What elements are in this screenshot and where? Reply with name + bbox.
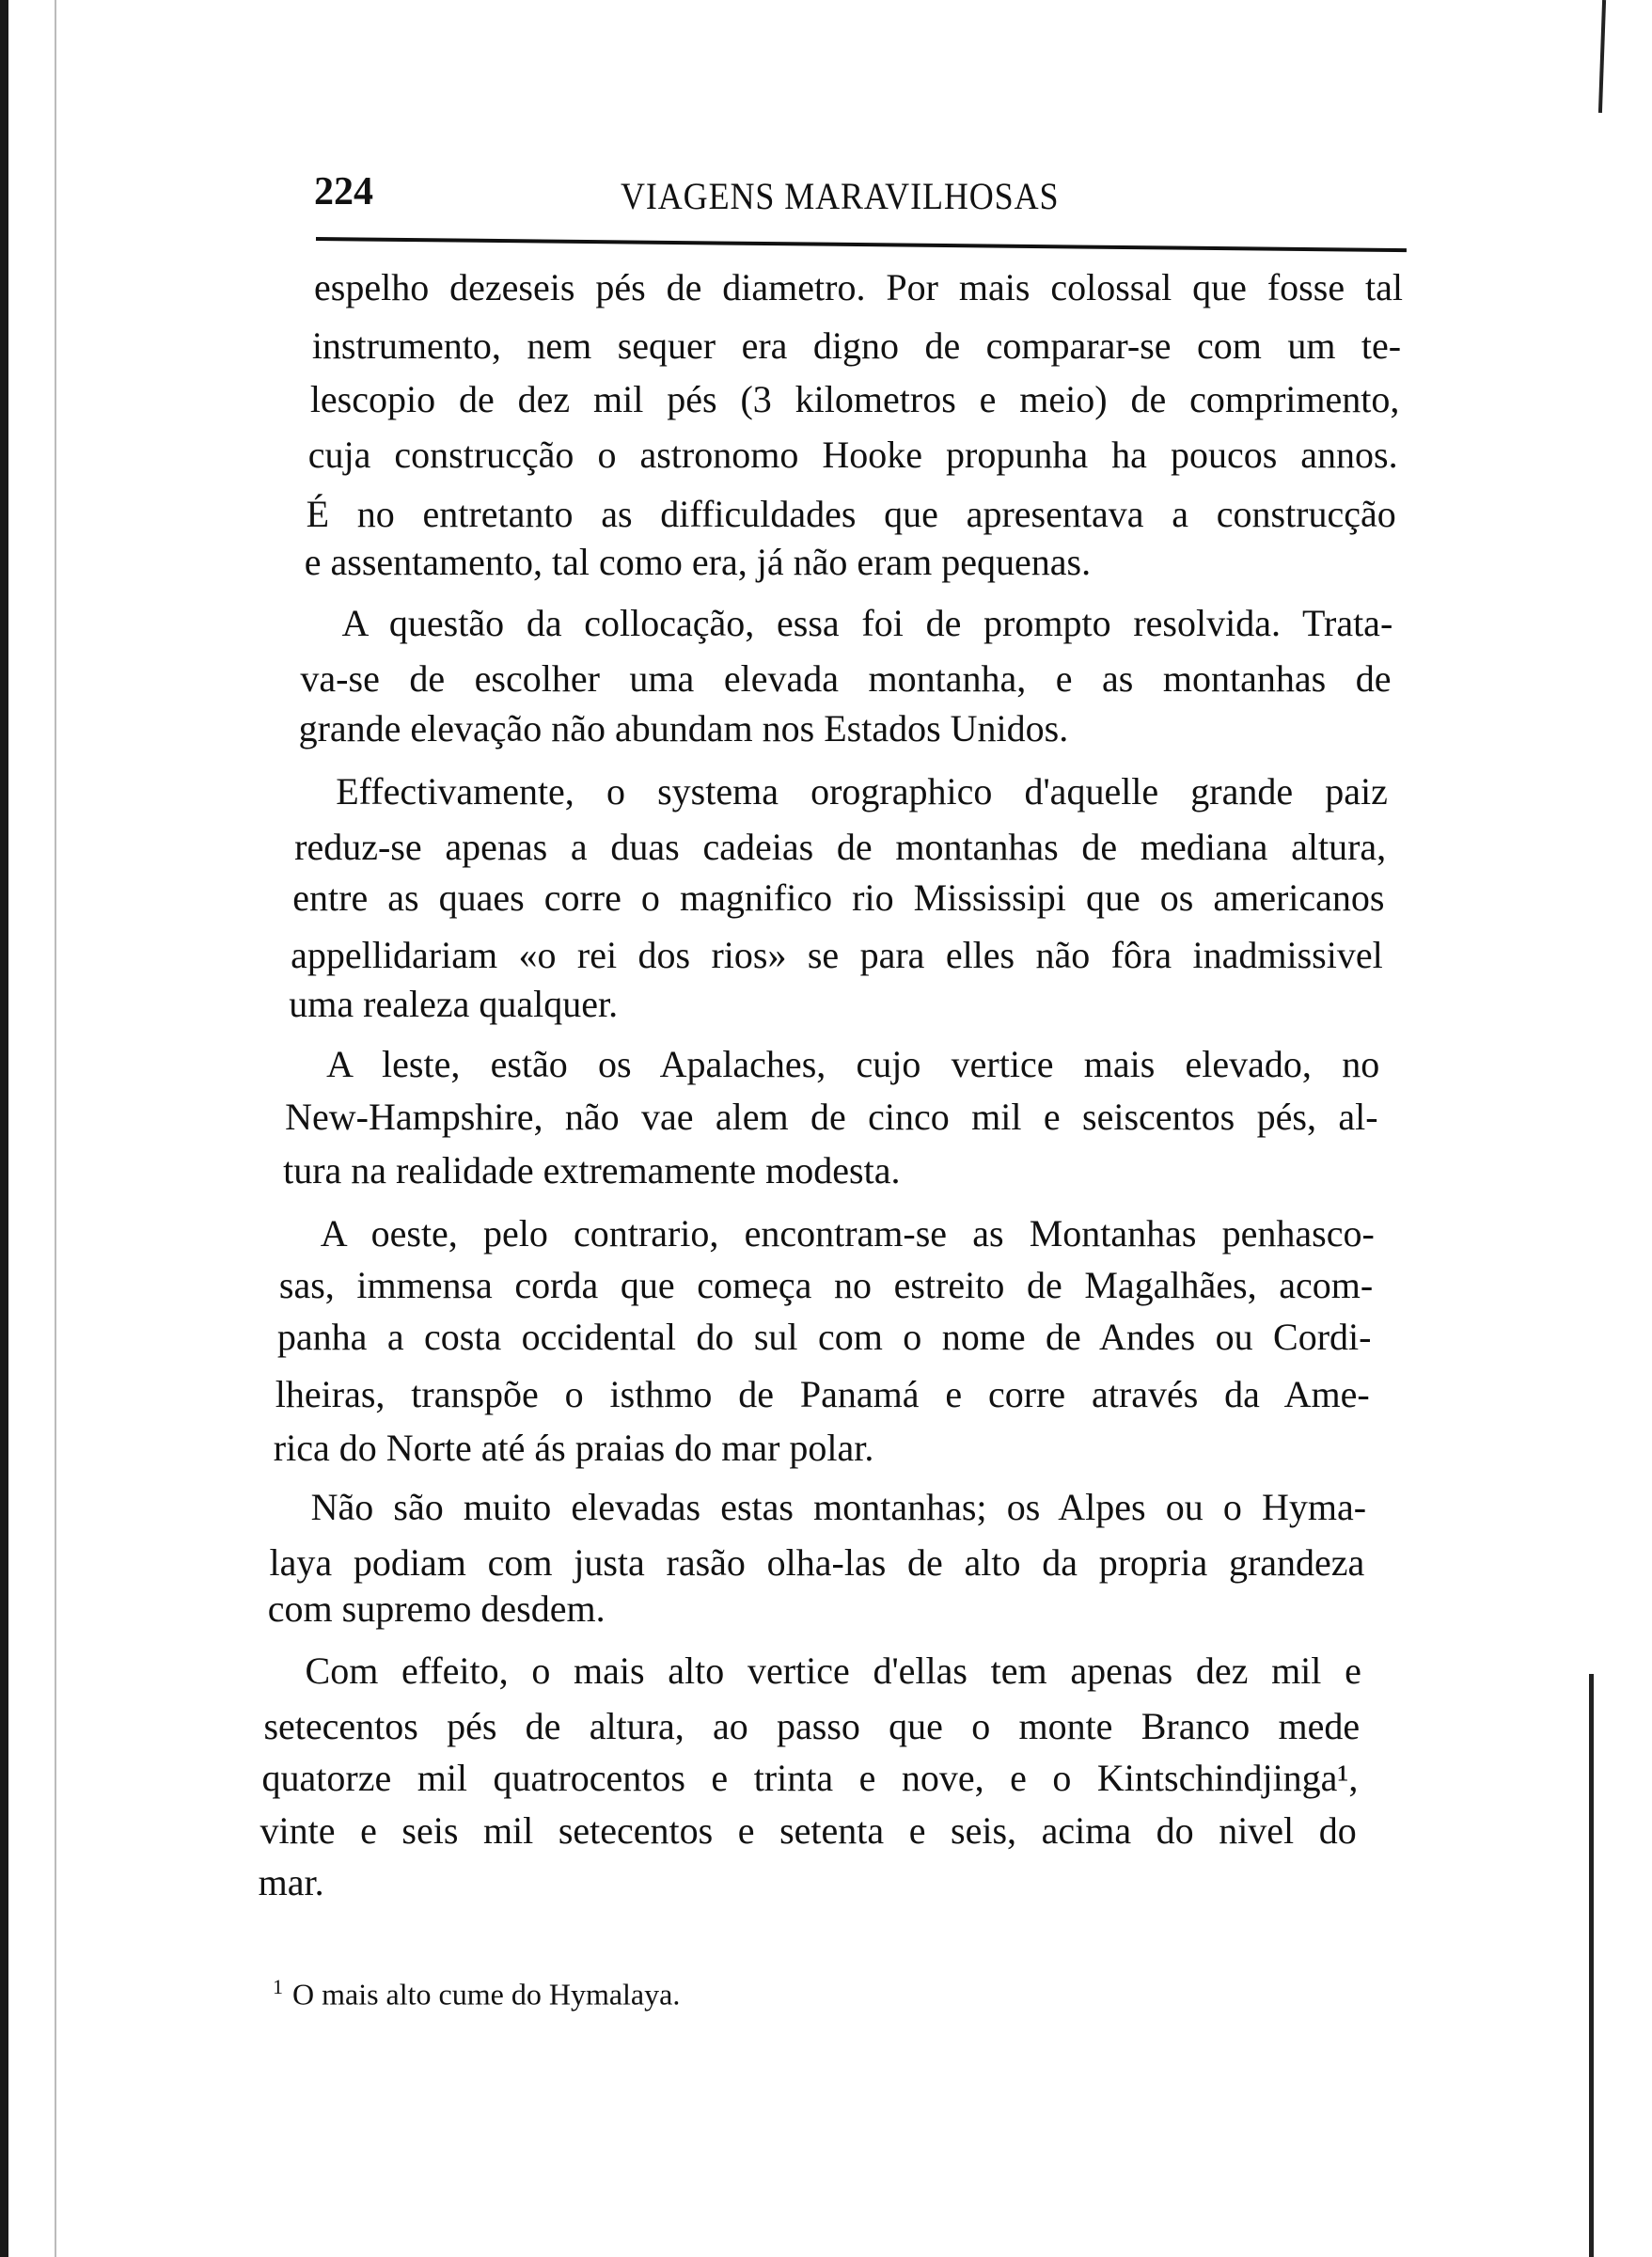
facing-page-edge-lower — [1589, 1674, 1594, 2257]
facing-page-edge — [1598, 0, 1606, 113]
page-binding-edge — [0, 0, 8, 2257]
page-gutter-line — [55, 0, 56, 2257]
text-line: e assentamento, tal como era, já não eram pequenas. — [304, 540, 1092, 583]
text-line: va-se de escolher uma elevada montanha, e as montanhas de — [300, 657, 1392, 701]
text-line: A oeste, pelo contrario, encontram-se as Montanhas penhasco- — [320, 1212, 1375, 1255]
text-line: vinte e seis mil setecentos e setenta e seis, acima do nivel do — [260, 1809, 1357, 1853]
text-line: A leste, estão os Apalaches, cujo vertice mais elevado, no — [326, 1043, 1380, 1086]
footnote-marker: 1 — [273, 1975, 283, 1998]
text-line: sas, immensa corda que começa no estreito de Magalhães, acom- — [278, 1263, 1374, 1306]
text-line: É no entretanto as difficuldades que apresentava a construcção — [306, 492, 1396, 535]
text-line: A questão da collocação, essa foi de prompto resolvida. Trata- — [341, 602, 1393, 645]
text-line: panha a costa occidental do sul com o nome de Andes ou Cordi- — [276, 1316, 1372, 1359]
text-line: cuja construcção o astronomo Hooke propunha ha poucos annos. — [307, 434, 1398, 477]
text-line: rica do Norte até ás praias do mar polar. — [273, 1427, 874, 1470]
text-line: New-Hampshire, não vae alem de cinco mil e seiscentos pés, al- — [285, 1095, 1378, 1138]
text-line: tura na realidade extremamente modesta. — [283, 1149, 901, 1192]
footnote-text: O mais alto cume do Hymalaya. — [292, 1977, 681, 2012]
text-line: uma realeza qualquer. — [289, 983, 619, 1026]
footnote — [273, 1975, 680, 2012]
running-title: VIAGENS MARAVILHOSAS — [621, 175, 1060, 217]
text-line: instrumento, nem sequer era digno de comparar-se com um te- — [311, 324, 1402, 367]
text-line: entre as quaes corre o magnifico rio Mississipi que os americanos — [292, 876, 1385, 919]
text-line: espelho dezeseis pés de diametro. Por mais colossal que fosse tal — [314, 265, 1403, 308]
text-line: mar. — [258, 1860, 324, 1903]
text-line: Com effeito, o mais alto vertice d'ellas tem apenas dez mil e — [305, 1649, 1361, 1692]
text-line: laya podiam com justa rasão olha-las de alto da propria grandeza — [269, 1540, 1365, 1584]
text-line: quatorze mil quatrocentos e trinta e nove, e o Kintschindjinga¹, — [261, 1757, 1359, 1800]
text-line: Não são muito elevadas estas montanhas; os Alpes ou o Hyma- — [310, 1485, 1367, 1528]
text-line: com supremo desdem. — [267, 1587, 606, 1631]
text-line: grande elevação não abundam nos Estados Unidos. — [298, 706, 1069, 750]
text-line: lescopio de dez mil pés (3 kilometros e meio) de comprimento, — [309, 378, 1400, 421]
page-number: 224 — [314, 170, 373, 213]
text-line: Effectivamente, o systema orographico d'aquelle grande paiz — [336, 769, 1388, 813]
header-rule — [316, 237, 1407, 252]
text-line: reduz-se apenas a duas cadeias de montanhas de mediana altura, — [294, 825, 1387, 868]
text-line: appellidariam «o rei dos rios» se para elles não fôra inadmissivel — [291, 933, 1383, 976]
text-line: setecentos pés de altura, ao passo que o monte Branco mede — [263, 1704, 1361, 1747]
text-line: lheiras, transpõe o isthmo de Panamá e corre através da Ame- — [275, 1373, 1370, 1415]
